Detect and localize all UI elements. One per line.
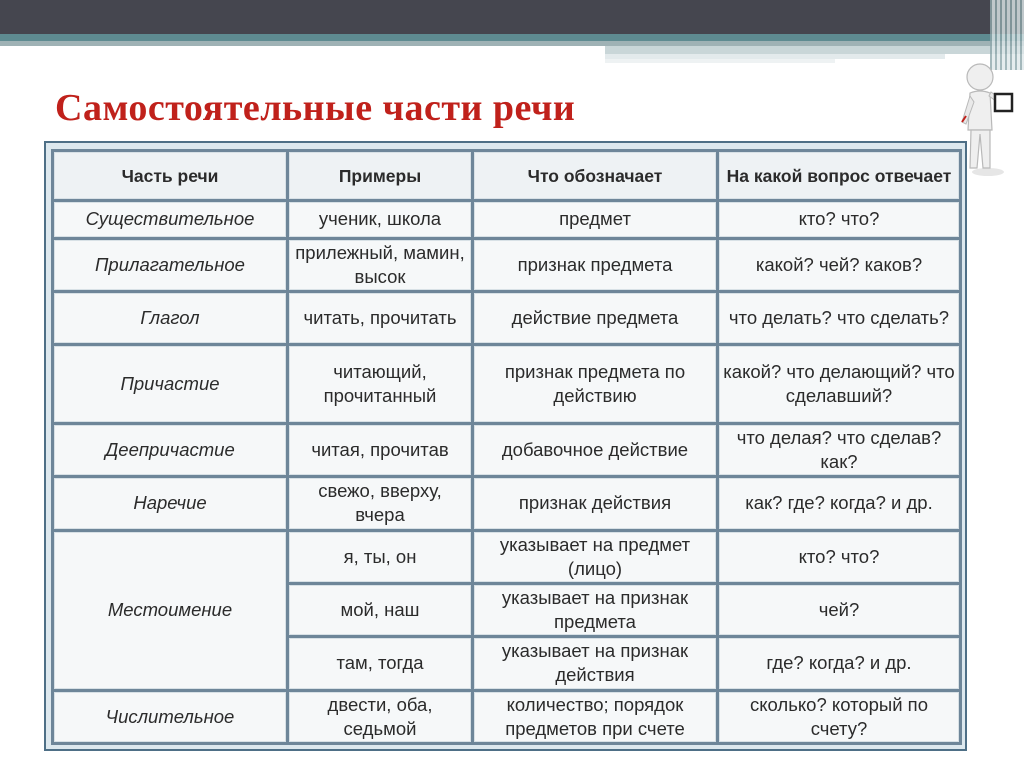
table-row — [54, 532, 959, 582]
header-band-dark — [0, 0, 1024, 34]
meaning-cell: указывает на предмет (лицо) — [474, 532, 716, 582]
person-with-checkbox-icon — [958, 60, 1018, 180]
header-examples: Примеры — [289, 152, 471, 199]
meaning-cell: добавочное действие — [474, 425, 716, 475]
slide-title: Самостоятельные части речи — [55, 87, 576, 129]
examples-cell: читая, прочитав — [289, 425, 471, 475]
part-name: Глагол — [54, 293, 286, 343]
parts-of-speech-table — [51, 149, 962, 745]
part-name: Деепричастие — [54, 425, 286, 475]
examples-cell: там, тогда — [289, 638, 471, 688]
question-cell: какой? чей? каков? — [719, 240, 959, 290]
table-row — [54, 202, 959, 236]
part-name: Прилагательное — [54, 240, 286, 290]
question-cell: что делая? что сделав? как? — [719, 425, 959, 475]
meaning-cell: признак предмета — [474, 240, 716, 290]
meaning-cell: количество; порядок предметов при счете — [474, 692, 716, 742]
question-cell: кто? что? — [719, 202, 959, 236]
part-name: Числительное — [54, 692, 286, 742]
examples-cell: двести, оба, седьмой — [289, 692, 471, 742]
examples-cell: прилежный, мамин, высок — [289, 240, 471, 290]
examples-cell: читающий, прочитанный — [289, 346, 471, 422]
header-question: На какой вопрос отвечает — [719, 152, 959, 199]
header-band-light — [605, 46, 1024, 54]
part-name: Существительное — [54, 202, 286, 236]
part-name: Наречие — [54, 478, 286, 528]
meaning-cell: указывает на признак действия — [474, 638, 716, 688]
header-band-teal — [0, 34, 1024, 41]
meaning-cell: действие предмета — [474, 293, 716, 343]
question-cell: где? когда? и др. — [719, 638, 959, 688]
table-row — [54, 346, 959, 422]
meaning-cell: признак предмета по действию — [474, 346, 716, 422]
question-cell: как? где? когда? и др. — [719, 478, 959, 528]
examples-cell: я, ты, он — [289, 532, 471, 582]
table-row — [54, 425, 959, 475]
meaning-cell: признак действия — [474, 478, 716, 528]
part-name: Местоимение — [54, 532, 286, 689]
examples-cell: свежо, вверху, вчера — [289, 478, 471, 528]
question-cell: чей? — [719, 585, 959, 635]
question-cell: какой? что делающий? что сделавший? — [719, 346, 959, 422]
table-row — [54, 293, 959, 343]
header-meaning: Что обозначает — [474, 152, 716, 199]
part-name: Причастие — [54, 346, 286, 422]
header-part: Часть речи — [54, 152, 286, 199]
meaning-cell: указывает на признак предмета — [474, 585, 716, 635]
question-cell: кто? что? — [719, 532, 959, 582]
question-cell: сколько? который по счету? — [719, 692, 959, 742]
examples-cell: ученик, школа — [289, 202, 471, 236]
table-row — [54, 478, 959, 528]
table-row — [54, 692, 959, 742]
table-row — [54, 240, 959, 290]
examples-cell: читать, прочитать — [289, 293, 471, 343]
examples-cell: мой, наш — [289, 585, 471, 635]
meaning-cell: предмет — [474, 202, 716, 236]
question-cell: что делать? что сделать? — [719, 293, 959, 343]
header-band-light — [605, 59, 835, 63]
table-header-row — [54, 152, 959, 199]
